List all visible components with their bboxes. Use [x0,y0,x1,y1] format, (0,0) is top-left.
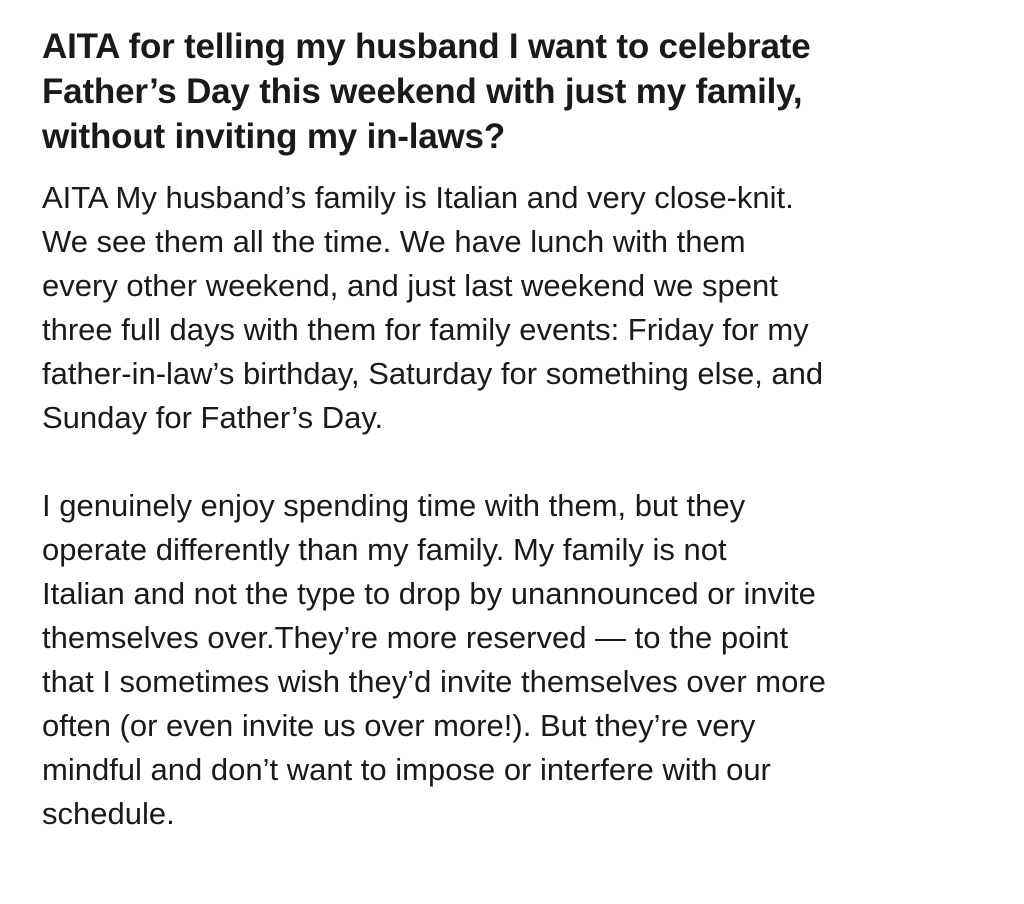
post-paragraph-2: I genuinely enjoy spending time with them, but they operate differently than my family. My family is not Italian and not the type to drop by unannounced or invite themselves over.They’re more reserved — to the point that I sometimes wish they’d invite themselves over more often (or even invite us over more!). But they’re very mindful and don’t want to impose or interfere with our schedule. [42,488,826,831]
post-body [42,176,992,836]
post-title: AITA for telling my husband I want to celebrate Father’s Day this weekend with just my family, without inviting my in-laws? [42,27,811,156]
post-container [42,24,992,836]
post-paragraph-1: AITA My husband’s family is Italian and very close-knit. We see them all the time. We have lunch with them every other weekend, and just last weekend we spent three full days with them for family events: Friday for my father-in-law’s birthday, Saturday for something else, and Sunday for Father’s Day. [42,180,824,435]
